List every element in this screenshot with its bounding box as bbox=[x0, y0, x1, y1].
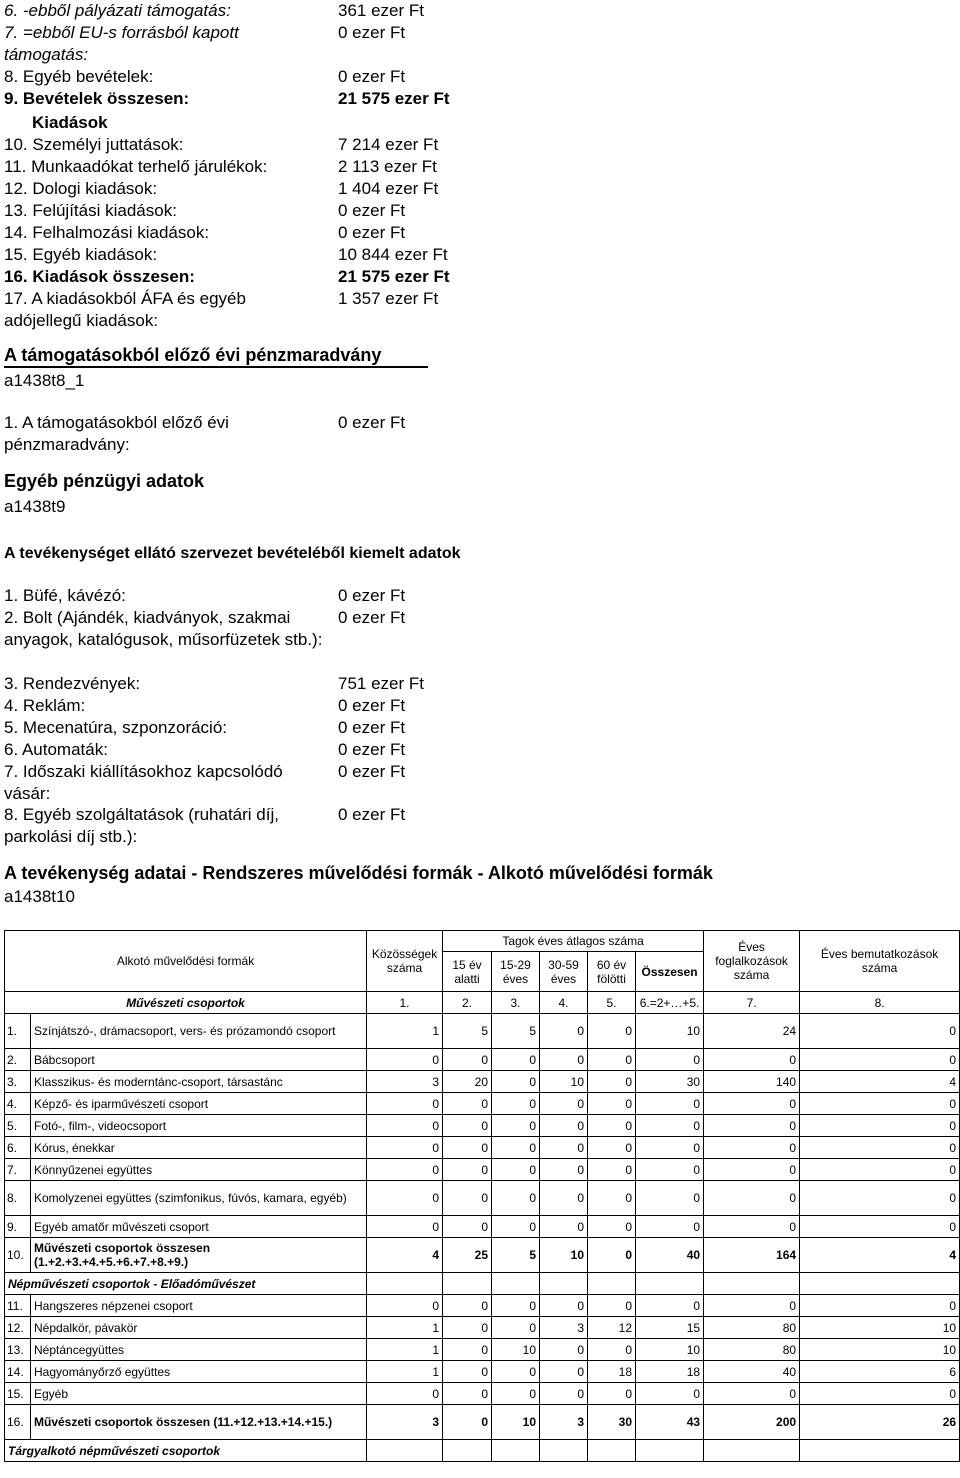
row-value: 0 bbox=[540, 1339, 588, 1361]
row-value: 0 bbox=[443, 1339, 492, 1361]
column-number: 8. bbox=[800, 992, 960, 1014]
other-label: 3. Rendezvények: bbox=[4, 674, 141, 693]
summary-label: 9. Bevételek összesen: bbox=[4, 89, 190, 108]
empty-cell bbox=[367, 1440, 443, 1462]
table-row bbox=[5, 1014, 960, 1049]
row-value: 80 bbox=[704, 1317, 800, 1339]
activity-code: a1438t10 bbox=[4, 887, 75, 906]
other-value: 0 ezer Ft bbox=[338, 608, 406, 627]
row-number: 12. bbox=[5, 1317, 31, 1339]
header-sessions: Éves foglalkozások száma bbox=[704, 931, 800, 992]
row-value: 0 bbox=[704, 1115, 800, 1137]
row-value: 0 bbox=[800, 1014, 960, 1049]
row-value: 6 bbox=[800, 1361, 960, 1383]
row-value: 3 bbox=[367, 1405, 443, 1440]
row-value: 0 bbox=[492, 1317, 540, 1339]
row-value: 140 bbox=[704, 1071, 800, 1093]
row-value: 40 bbox=[704, 1361, 800, 1383]
table-row bbox=[5, 1317, 960, 1339]
row-value: 10 bbox=[636, 1339, 704, 1361]
row-value: 0 bbox=[492, 1115, 540, 1137]
summary-label: 8. Egyéb bevételek: bbox=[4, 67, 154, 86]
row-value: 80 bbox=[704, 1339, 800, 1361]
summary-value: 10 844 ezer Ft bbox=[338, 245, 448, 264]
header-members-group: Tagok éves átlagos száma bbox=[443, 931, 704, 952]
empty-cell bbox=[704, 1440, 800, 1462]
row-value: 15 bbox=[636, 1317, 704, 1339]
row-value: 0 bbox=[492, 1383, 540, 1405]
table-row bbox=[5, 1238, 960, 1273]
row-value: 0 bbox=[800, 1137, 960, 1159]
summary-label: 12. Dologi kiadások: bbox=[4, 179, 158, 198]
row-value: 4 bbox=[800, 1071, 960, 1093]
table-row bbox=[5, 1361, 960, 1383]
row-value: 3 bbox=[367, 1071, 443, 1093]
row-number: 16. bbox=[5, 1405, 31, 1440]
row-value: 0 bbox=[588, 1093, 636, 1115]
column-number: 7. bbox=[704, 992, 800, 1014]
summary-label: 6. -ebből pályázati támogatás: bbox=[4, 1, 231, 20]
column-number: 6.=2+…+5. bbox=[636, 992, 704, 1014]
row-value: 0 bbox=[704, 1181, 800, 1216]
row-value: 0 bbox=[636, 1181, 704, 1216]
row-value: 0 bbox=[588, 1238, 636, 1273]
row-value: 0 bbox=[588, 1383, 636, 1405]
row-value: 0 bbox=[636, 1137, 704, 1159]
row-value: 0 bbox=[443, 1137, 492, 1159]
row-value: 0 bbox=[492, 1093, 540, 1115]
row-value: 0 bbox=[443, 1181, 492, 1216]
empty-cell bbox=[704, 1273, 800, 1295]
summary-label: 7. =ebből EU-s forrásból kapott támogatás: bbox=[4, 23, 239, 64]
row-value: 0 bbox=[588, 1071, 636, 1093]
row-value: 0 bbox=[540, 1014, 588, 1049]
row-number: 13. bbox=[5, 1339, 31, 1361]
row-value: 0 bbox=[492, 1049, 540, 1071]
row-value: 0 bbox=[588, 1014, 636, 1049]
row-value: 0 bbox=[704, 1216, 800, 1238]
row-value: 200 bbox=[704, 1405, 800, 1440]
row-value: 0 bbox=[540, 1115, 588, 1137]
column-number: 4. bbox=[540, 992, 588, 1014]
row-name: Bábcsoport bbox=[31, 1049, 367, 1071]
row-value: 0 bbox=[367, 1137, 443, 1159]
row-name: Komolyzenei együttes (szimfonikus, fúvós, kamara, egyéb) bbox=[31, 1181, 367, 1216]
row-name: Kórus, énekkar bbox=[31, 1137, 367, 1159]
row-value: 1 bbox=[367, 1361, 443, 1383]
row-name: Művészeti csoportok összesen (1.+2.+3.+4.+5.+6.+7.+8.+9.) bbox=[31, 1238, 367, 1273]
table-row bbox=[5, 1071, 960, 1093]
row-name: Klasszikus- és moderntánc-csoport, társastánc bbox=[31, 1071, 367, 1093]
activity-title: A tevékenység adatai - Rendszeres művelődési formák - Alkotó művelődési formák bbox=[4, 863, 713, 883]
row-value: 0 bbox=[540, 1181, 588, 1216]
table-row bbox=[5, 1339, 960, 1361]
summary-value: 361 ezer Ft bbox=[338, 1, 424, 20]
column-number: 1. bbox=[367, 992, 443, 1014]
row-value: 0 bbox=[800, 1181, 960, 1216]
row-value: 18 bbox=[636, 1361, 704, 1383]
row-name: Néptáncegyüttes bbox=[31, 1339, 367, 1361]
row-value: 0 bbox=[367, 1093, 443, 1115]
summary-label: 16. Kiadások összesen: bbox=[4, 267, 195, 286]
row-value: 5 bbox=[492, 1238, 540, 1273]
header-forms: Alkotó művelődési formák bbox=[5, 931, 367, 992]
row-value: 0 bbox=[588, 1295, 636, 1317]
row-value: 0 bbox=[540, 1159, 588, 1181]
row-value: 0 bbox=[367, 1181, 443, 1216]
row-number: 15. bbox=[5, 1383, 31, 1405]
row-value: 0 bbox=[492, 1137, 540, 1159]
row-name: Könnyűzenei együttes bbox=[31, 1159, 367, 1181]
row-value: 0 bbox=[636, 1115, 704, 1137]
row-value: 40 bbox=[636, 1238, 704, 1273]
summary-value: 2 113 ezer Ft bbox=[338, 157, 437, 176]
group-header-row bbox=[5, 1440, 960, 1462]
row-value: 0 bbox=[367, 1383, 443, 1405]
row-number: 5. bbox=[5, 1115, 31, 1137]
row-value: 0 bbox=[367, 1115, 443, 1137]
row-name: Egyéb bbox=[31, 1383, 367, 1405]
row-name: Képző- és iparművészeti csoport bbox=[31, 1093, 367, 1115]
row-value: 0 bbox=[492, 1361, 540, 1383]
row-value: 0 bbox=[492, 1216, 540, 1238]
summary-value: 0 ezer Ft bbox=[338, 201, 406, 220]
row-value: 0 bbox=[367, 1159, 443, 1181]
row-value: 0 bbox=[588, 1216, 636, 1238]
row-value: 0 bbox=[540, 1383, 588, 1405]
row-value: 20 bbox=[443, 1071, 492, 1093]
row-value: 0 bbox=[800, 1115, 960, 1137]
row-value: 1 bbox=[367, 1014, 443, 1049]
row-value: 0 bbox=[704, 1383, 800, 1405]
column-number: 2. bbox=[443, 992, 492, 1014]
summary-label: 13. Felújítási kiadások: bbox=[4, 201, 177, 220]
other-label: 6. Automaták: bbox=[4, 740, 108, 759]
row-value: 0 bbox=[443, 1159, 492, 1181]
row-name: Egyéb amatőr művészeti csoport bbox=[31, 1216, 367, 1238]
row-value: 24 bbox=[704, 1014, 800, 1049]
summary-label: 15. Egyéb kiadások: bbox=[4, 245, 158, 264]
row-value: 10 bbox=[540, 1238, 588, 1273]
row-value: 0 bbox=[540, 1049, 588, 1071]
row-number: 2. bbox=[5, 1049, 31, 1071]
row-value: 0 bbox=[636, 1049, 704, 1071]
row-value: 0 bbox=[443, 1405, 492, 1440]
group-header-row bbox=[5, 1273, 960, 1295]
row-name: Hagyományőrző együttes bbox=[31, 1361, 367, 1383]
empty-cell bbox=[800, 1273, 960, 1295]
row-value: 10 bbox=[492, 1405, 540, 1440]
row-number: 4. bbox=[5, 1093, 31, 1115]
column-number: 5. bbox=[588, 992, 636, 1014]
other-label: 1. Büfé, kávézó: bbox=[4, 586, 126, 605]
empty-cell bbox=[367, 1273, 443, 1295]
row-value: 0 bbox=[540, 1361, 588, 1383]
table-row bbox=[5, 1295, 960, 1317]
summary-value: 0 ezer Ft bbox=[338, 67, 406, 86]
other-value: 0 ezer Ft bbox=[338, 762, 406, 781]
group-header-row bbox=[5, 992, 960, 1014]
row-value: 3 bbox=[540, 1405, 588, 1440]
row-value: 0 bbox=[704, 1049, 800, 1071]
row-number: 6. bbox=[5, 1137, 31, 1159]
remainder-code: a1438t8_1 bbox=[4, 371, 85, 390]
row-number: 8. bbox=[5, 1181, 31, 1216]
row-value: 12 bbox=[588, 1317, 636, 1339]
summary-label: 17. A kiadásokból ÁFA és egyéb adójellegű kiadások: bbox=[4, 289, 246, 330]
row-value: 0 bbox=[636, 1093, 704, 1115]
other-value: 751 ezer Ft bbox=[338, 674, 424, 693]
empty-cell bbox=[540, 1273, 588, 1295]
row-value: 0 bbox=[540, 1295, 588, 1317]
column-number: 3. bbox=[492, 992, 540, 1014]
row-value: 0 bbox=[800, 1049, 960, 1071]
row-value: 0 bbox=[492, 1159, 540, 1181]
row-value: 0 bbox=[443, 1216, 492, 1238]
row-value: 26 bbox=[800, 1405, 960, 1440]
row-name: Hangszeres népzenei csoport bbox=[31, 1295, 367, 1317]
summary-value: 21 575 ezer Ft bbox=[338, 267, 450, 286]
row-value: 0 bbox=[800, 1159, 960, 1181]
row-value: 0 bbox=[588, 1159, 636, 1181]
row-value: 0 bbox=[636, 1383, 704, 1405]
row-value: 0 bbox=[704, 1093, 800, 1115]
header-under15: 15 év alatti bbox=[443, 952, 492, 992]
row-value: 0 bbox=[704, 1295, 800, 1317]
row-value: 10 bbox=[800, 1339, 960, 1361]
empty-cell bbox=[443, 1440, 492, 1462]
other-value: 0 ezer Ft bbox=[338, 586, 406, 605]
row-value: 0 bbox=[704, 1159, 800, 1181]
row-value: 5 bbox=[492, 1014, 540, 1049]
header-over60: 60 év fölötti bbox=[588, 952, 636, 992]
row-value: 30 bbox=[588, 1405, 636, 1440]
row-value: 0 bbox=[367, 1295, 443, 1317]
summary-label: 10. Személyi juttatások: bbox=[4, 135, 184, 154]
row-value: 5 bbox=[443, 1014, 492, 1049]
row-value: 25 bbox=[443, 1238, 492, 1273]
header-communities: Közösségek száma bbox=[367, 931, 443, 992]
row-value: 30 bbox=[636, 1071, 704, 1093]
row-name: Színjátszó-, drámacsoport, vers- és prózamondó csoport bbox=[31, 1014, 367, 1049]
row-value: 0 bbox=[540, 1216, 588, 1238]
row-value: 0 bbox=[492, 1181, 540, 1216]
table-row bbox=[5, 1181, 960, 1216]
header-age30-59: 30-59 éves bbox=[540, 952, 588, 992]
summary-value: 7 214 ezer Ft bbox=[338, 135, 439, 154]
other-value: 0 ezer Ft bbox=[338, 805, 406, 824]
summary-value: 1 357 ezer Ft bbox=[338, 289, 439, 308]
row-value: 0 bbox=[443, 1295, 492, 1317]
other-label: 8. Egyéb szolgáltatások (ruhatári díj, parkolási díj stb.): bbox=[4, 805, 279, 846]
header-total: Összesen bbox=[636, 952, 704, 992]
summary-value: 0 ezer Ft bbox=[338, 223, 406, 242]
row-number: 7. bbox=[5, 1159, 31, 1181]
row-value: 4 bbox=[367, 1238, 443, 1273]
empty-cell bbox=[540, 1440, 588, 1462]
row-value: 0 bbox=[588, 1181, 636, 1216]
remainder-title: A támogatásokból előző évi pénzmaradvány bbox=[4, 344, 428, 368]
row-number: 1. bbox=[5, 1014, 31, 1049]
row-value: 4 bbox=[800, 1238, 960, 1273]
row-value: 0 bbox=[800, 1295, 960, 1317]
other-value: 0 ezer Ft bbox=[338, 740, 406, 759]
table-row bbox=[5, 1115, 960, 1137]
row-value: 0 bbox=[443, 1093, 492, 1115]
row-value: 0 bbox=[800, 1216, 960, 1238]
row-value: 18 bbox=[588, 1361, 636, 1383]
row-value: 10 bbox=[800, 1317, 960, 1339]
group-title: Művészeti csoportok bbox=[5, 992, 367, 1014]
row-value: 0 bbox=[443, 1317, 492, 1339]
row-value: 0 bbox=[492, 1071, 540, 1093]
remainder-label: 1. A támogatásokból előző évi pénzmaradvány: bbox=[4, 413, 229, 454]
row-value: 164 bbox=[704, 1238, 800, 1273]
header-performances: Éves bemutatkozások száma bbox=[800, 931, 960, 992]
summary-value: 21 575 ezer Ft bbox=[338, 89, 450, 108]
row-value: 0 bbox=[443, 1383, 492, 1405]
table-row bbox=[5, 1049, 960, 1071]
row-number: 9. bbox=[5, 1216, 31, 1238]
activity-table bbox=[4, 930, 960, 1462]
row-value: 3 bbox=[540, 1317, 588, 1339]
empty-cell bbox=[636, 1440, 704, 1462]
row-name: Fotó-, film-, videocsoport bbox=[31, 1115, 367, 1137]
row-value: 1 bbox=[367, 1339, 443, 1361]
row-value: 0 bbox=[800, 1383, 960, 1405]
row-value: 0 bbox=[492, 1295, 540, 1317]
other-label: 5. Mecenatúra, szponzoráció: bbox=[4, 718, 228, 737]
table-row bbox=[5, 1405, 960, 1440]
row-value: 0 bbox=[704, 1137, 800, 1159]
row-value: 0 bbox=[367, 1049, 443, 1071]
other-code: a1438t9 bbox=[4, 497, 66, 516]
table-row bbox=[5, 1216, 960, 1238]
empty-cell bbox=[492, 1273, 540, 1295]
table-row bbox=[5, 1093, 960, 1115]
row-value: 0 bbox=[588, 1115, 636, 1137]
empty-cell bbox=[800, 1440, 960, 1462]
row-value: 0 bbox=[636, 1216, 704, 1238]
row-value: 10 bbox=[540, 1071, 588, 1093]
group-title: Tárgyalkotó népművészeti csoportok bbox=[5, 1440, 367, 1462]
row-value: 0 bbox=[636, 1159, 704, 1181]
row-value: 0 bbox=[636, 1295, 704, 1317]
row-value: 0 bbox=[443, 1361, 492, 1383]
empty-cell bbox=[492, 1440, 540, 1462]
row-value: 0 bbox=[443, 1049, 492, 1071]
row-value: 10 bbox=[492, 1339, 540, 1361]
other-label: 4. Reklám: bbox=[4, 696, 86, 715]
row-value: 1 bbox=[367, 1317, 443, 1339]
row-number: 14. bbox=[5, 1361, 31, 1383]
row-value: 43 bbox=[636, 1405, 704, 1440]
row-value: 0 bbox=[443, 1115, 492, 1137]
table-row bbox=[5, 1159, 960, 1181]
other-title: Egyéb pénzügyi adatok bbox=[4, 471, 205, 491]
empty-cell bbox=[588, 1273, 636, 1295]
row-value: 0 bbox=[588, 1339, 636, 1361]
other-label: 2. Bolt (Ajándék, kiadványok, szakmai anyagok, katalógusok, műsorfüzetek stb.): bbox=[4, 608, 323, 649]
row-name: Népdalkör, pávakör bbox=[31, 1317, 367, 1339]
row-value: 0 bbox=[800, 1093, 960, 1115]
row-value: 0 bbox=[367, 1216, 443, 1238]
other-value: 0 ezer Ft bbox=[338, 718, 406, 737]
empty-cell bbox=[636, 1273, 704, 1295]
row-number: 10. bbox=[5, 1238, 31, 1273]
row-value: 0 bbox=[588, 1137, 636, 1159]
other-value: 0 ezer Ft bbox=[338, 696, 406, 715]
remainder-value: 0 ezer Ft bbox=[338, 413, 406, 432]
table-row bbox=[5, 1137, 960, 1159]
header-age15-29: 15-29 éves bbox=[492, 952, 540, 992]
other-label: 7. Időszaki kiállításokhoz kapcsolódó vásár: bbox=[4, 762, 283, 803]
other-subtitle: A tevékenységet ellátó szervezet bevételéből kiemelt adatok bbox=[4, 545, 461, 562]
summary-value: 1 404 ezer Ft bbox=[338, 179, 439, 198]
row-value: 10 bbox=[636, 1014, 704, 1049]
group-title: Népművészeti csoportok - Előadóművészet bbox=[5, 1273, 367, 1295]
table-row bbox=[5, 1383, 960, 1405]
summary-label: 11. Munkaadókat terhelő járulékok: bbox=[4, 157, 268, 176]
row-number: 11. bbox=[5, 1295, 31, 1317]
row-value: 0 bbox=[588, 1049, 636, 1071]
row-value: 0 bbox=[540, 1093, 588, 1115]
summary-value: 0 ezer Ft bbox=[338, 23, 406, 42]
row-value: 0 bbox=[540, 1137, 588, 1159]
empty-cell bbox=[443, 1273, 492, 1295]
row-name: Művészeti csoportok összesen (11.+12.+13.+14.+15.) bbox=[31, 1405, 367, 1440]
summary-label: Kiadások bbox=[32, 113, 108, 132]
empty-cell bbox=[588, 1440, 636, 1462]
row-number: 3. bbox=[5, 1071, 31, 1093]
summary-label: 14. Felhalmozási kiadások: bbox=[4, 223, 210, 242]
